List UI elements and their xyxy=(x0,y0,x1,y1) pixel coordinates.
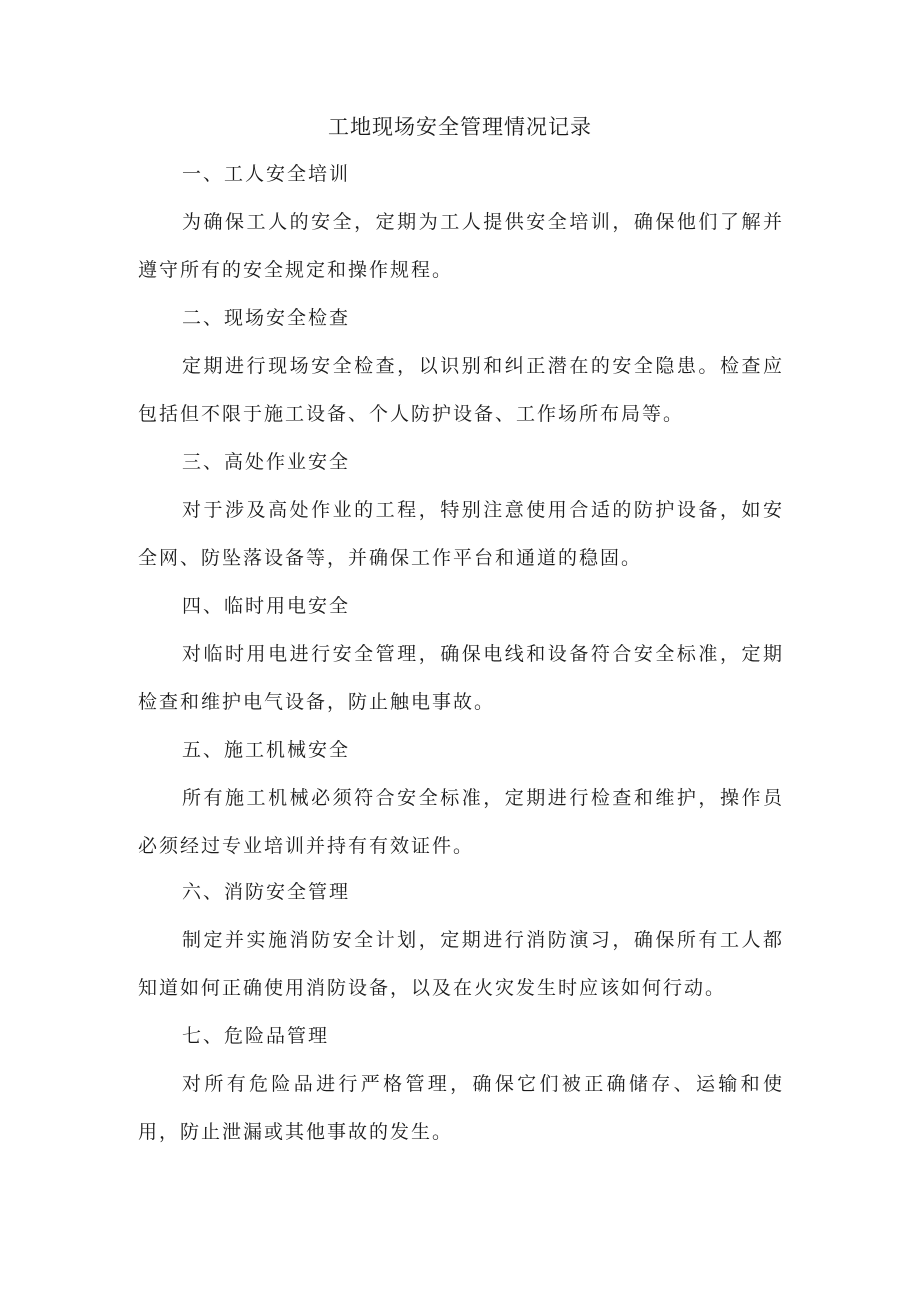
section-paragraph: 为确保工人的安全，定期为工人提供安全培训，确保他们了解并遵守所有的安全规定和操作规程。 xyxy=(138,211,784,281)
document-title: 工地现场安全管理情况记录 xyxy=(328,115,592,139)
section-site-inspection xyxy=(138,294,784,438)
section-construction-machinery xyxy=(138,726,784,870)
section-heading: 六、消防安全管理 xyxy=(182,881,351,903)
section-temporary-electricity xyxy=(138,582,784,726)
section-paragraph: 所有施工机械必须符合安全标准，定期进行检查和维护，操作员必须经过专业培训并持有有效证件。 xyxy=(138,787,784,857)
section-fire-safety xyxy=(138,868,784,1012)
section-paragraph: 对于涉及高处作业的工程，特别注意使用合适的防护设备，如安全网、防坠落设备等，并确保工作平台和通道的稳固。 xyxy=(138,499,784,569)
section-heading: 四、临时用电安全 xyxy=(182,595,351,617)
section-heading: 二、现场安全检查 xyxy=(182,307,351,329)
section-heading: 三、高处作业安全 xyxy=(182,451,351,473)
section-heading: 五、施工机械安全 xyxy=(182,739,351,761)
section-paragraph: 对临时用电进行安全管理，确保电线和设备符合安全标准，定期检查和维护电气设备，防止触电事故。 xyxy=(138,643,784,713)
section-work-at-height xyxy=(138,438,784,582)
section-paragraph: 制定并实施消防安全计划，定期进行消防演习，确保所有工人都知道如何正确使用消防设备，以及在火灾发生时应该如何行动。 xyxy=(138,929,784,999)
section-paragraph: 定期进行现场安全检查，以识别和纠正潜在的安全隐患。检查应包括但不限于施工设备、个人防护设备、工作场所布局等。 xyxy=(138,355,784,425)
section-worker-training xyxy=(138,150,784,294)
section-hazardous-materials xyxy=(138,1012,784,1156)
section-heading: 一、工人安全培训 xyxy=(182,163,351,185)
section-heading: 七、危险品管理 xyxy=(182,1025,330,1047)
section-paragraph: 对所有危险品进行严格管理，确保它们被正确储存、运输和使用，防止泄漏或其他事故的发生。 xyxy=(138,1073,784,1143)
